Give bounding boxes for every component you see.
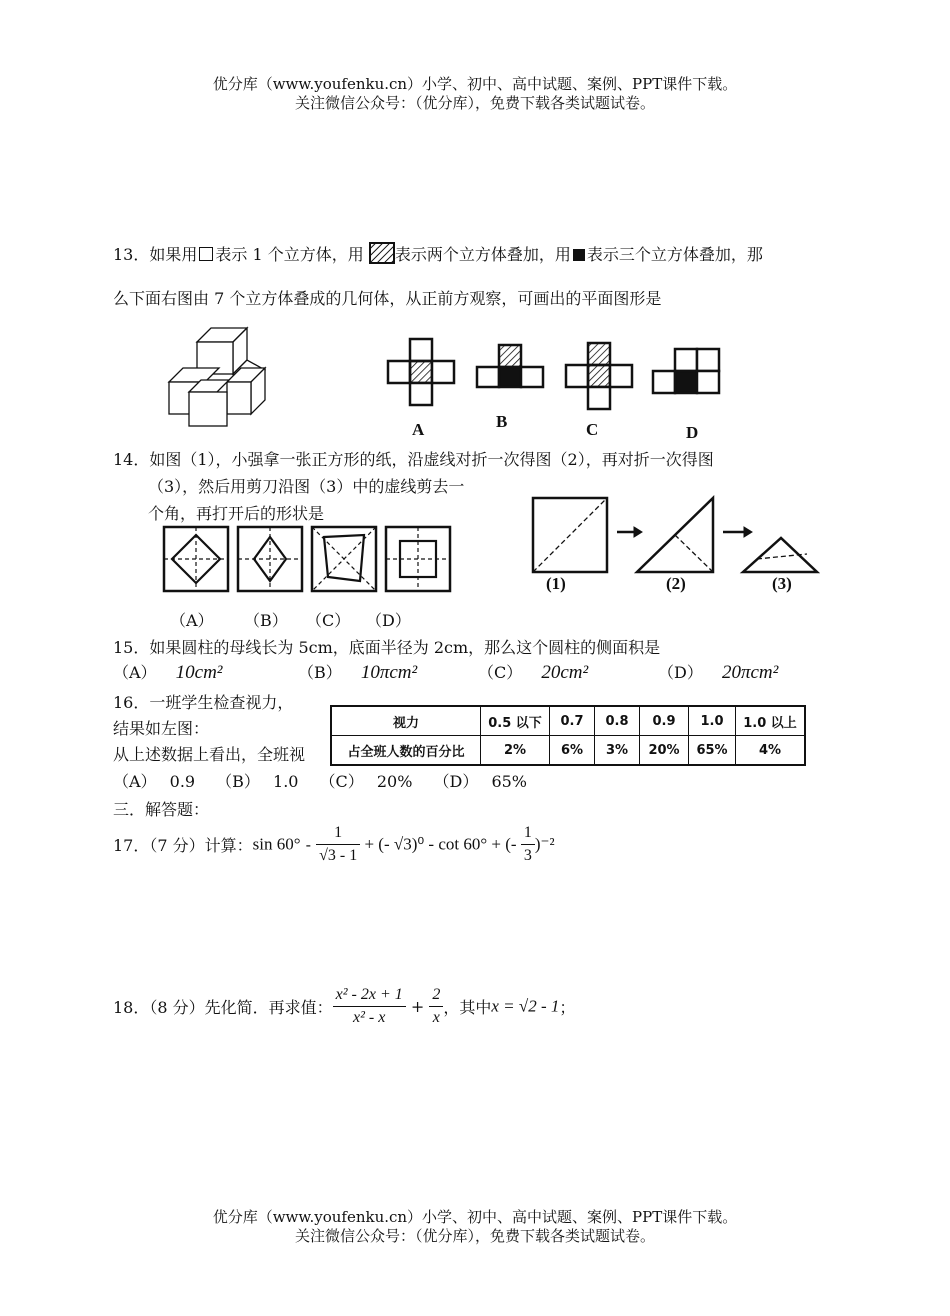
- q18-expression: 18．（8 分）先化简．再求值： $\frac{\text{x² - 2x + 1}}{\text{x² - x}}$ + $\frac{2}{x}$ ，其中x = √2 - 1；: [113, 984, 575, 1029]
- table-row: [331, 736, 805, 766]
- header-line-1: 优分库（www.youfenku.cn）小学、初中、高中试题、案例、PPT课件下载。: [212, 75, 738, 93]
- q15-text: 15．如果圆柱的母线长为 5cm，底面半径为 2cm，那么这个圆柱的侧面积是: [113, 638, 661, 657]
- table-cell: 6%: [550, 736, 595, 766]
- q17-fraction-2: $\frac{1}{3}$: [521, 822, 535, 867]
- q14-option-c: （C）: [306, 611, 351, 630]
- q13-option-b-label: B: [496, 412, 508, 431]
- q13-option-c-label: C: [586, 420, 599, 439]
- q15-option-a: （A） 10cm²: [113, 662, 223, 683]
- q14-figure-2-label: (2): [666, 574, 686, 593]
- table-cell: 1.0: [689, 706, 736, 736]
- table-cell: 1.0 以上: [736, 706, 806, 736]
- q15-option-d: （D） 20πcm²: [658, 662, 779, 683]
- vision-table: [330, 705, 806, 766]
- q16-options: （A） 0.9 （B） 1.0 （C） 20% （D） 65%: [113, 772, 528, 791]
- table-cell: 2%: [481, 736, 550, 766]
- table-cell: 4%: [736, 736, 806, 766]
- q14-line-3: 个角，再打开后的形状是: [148, 504, 325, 523]
- q14-line-2: （3），然后用剪刀沿图（3）中的虚线剪去一: [148, 477, 465, 496]
- table-cell: 0.8: [595, 706, 640, 736]
- q14-figure-1-label: (1): [546, 574, 566, 593]
- q14-options-figure: [160, 523, 455, 595]
- q15-option-b: （B） 10πcm²: [298, 662, 418, 683]
- table-cell: 3%: [595, 736, 640, 766]
- q14-option-a: （A）: [170, 611, 214, 630]
- q16-line-3: 从上述数据上看出，全班视: [113, 745, 306, 764]
- q14-figure-3-label: (3): [772, 574, 792, 593]
- q15-option-c: （C） 20cm²: [478, 662, 589, 683]
- filled-square-icon: [573, 249, 585, 261]
- q16-line-1: 16．一班学生检查视力，: [113, 693, 294, 712]
- footer-line-2: 关注微信公众号：（优分库），免费下载各类试题试卷。: [294, 1227, 655, 1245]
- q13-line-1: 13．如果用 表示 1 个立方体，用 表示两个立方体叠加，用 表示三个立方体叠加，那: [113, 242, 763, 268]
- table-cell: 0.9: [640, 706, 689, 736]
- q14-folding-figure: [525, 492, 825, 582]
- q13-option-a-label: A: [412, 420, 425, 439]
- q18-fraction-2: $\frac{2}{x}$: [429, 984, 443, 1029]
- hatched-square-icon: [369, 242, 395, 268]
- q13-option-d-label: D: [686, 423, 699, 442]
- table-row: [331, 706, 805, 736]
- table-cell: 0.5 以下: [481, 706, 550, 736]
- table-cell: 65%: [689, 736, 736, 766]
- q13-line-2: 么下面右图由 7 个立方体叠成的几何体，从正前方观察，可画出的平面图形是: [113, 289, 662, 308]
- q14-option-b: （B）: [244, 611, 288, 630]
- section-3-title: 三．解答题：: [113, 800, 210, 819]
- table-cell: 占全班人数的百分比: [331, 736, 481, 766]
- q14-line-1: 14．如图（1），小强拿一张正方形的纸，沿虚线对折一次得图（2），再对折一次得图: [113, 450, 714, 469]
- table-cell: 20%: [640, 736, 689, 766]
- q14-option-d: （D）: [366, 611, 411, 630]
- footer-line-1: 优分库（www.youfenku.cn）小学、初中、高中试题、案例、PPT课件下载。: [212, 1208, 738, 1226]
- cube-stack-figure: [160, 320, 275, 430]
- q17-fraction-1: $\frac{1}{√3 - 1}$: [316, 822, 360, 867]
- q16-line-2: 结果如左图：: [113, 719, 210, 738]
- q18-fraction-1: $\frac{\text{x² - 2x + 1}}{\text{x² - x}}$: [333, 984, 406, 1029]
- q13-options-figure: [380, 335, 730, 445]
- table-cell: 0.7: [550, 706, 595, 736]
- empty-square-icon: [199, 247, 213, 261]
- header-line-2: 关注微信公众号：（优分库），免费下载各类试题试卷。: [294, 94, 655, 112]
- q17-expression: 17．（7 分）计算：sin 60° - $\frac{1}{√3 - 1}$ + (- √3)⁰ - cot 60° + (- $\frac{1}{3}$ )⁻²: [113, 822, 555, 867]
- table-cell: 视力: [331, 706, 481, 736]
